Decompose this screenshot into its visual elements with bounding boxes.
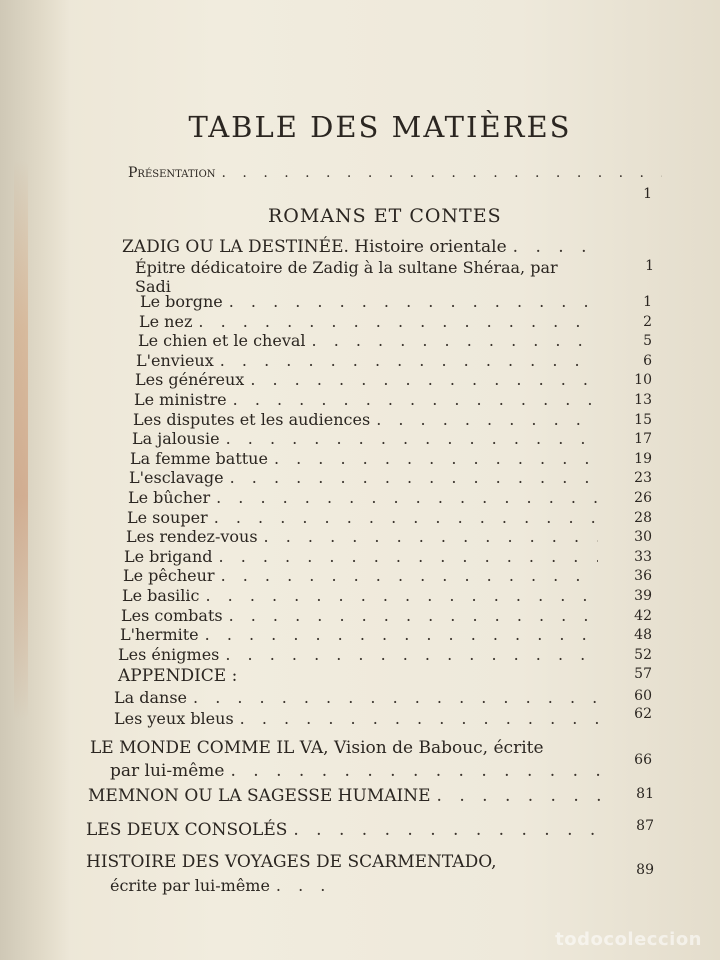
paper-stain	[14, 160, 28, 720]
toc-label: Le chien et le cheval	[138, 331, 306, 350]
toc-appendice	[118, 666, 418, 686]
toc-label: Le borgne	[140, 292, 223, 311]
toc-entry	[114, 688, 614, 707]
toc-entry	[136, 351, 604, 370]
toc-page-number: 33	[634, 549, 652, 565]
toc-leader	[222, 165, 662, 181]
toc-label: La jalousie	[132, 429, 220, 448]
toc-entry	[120, 625, 604, 644]
toc-page-number: 57	[634, 666, 652, 682]
toc-label: L'envieux	[136, 351, 214, 370]
toc-label: L'esclavage	[129, 468, 224, 487]
toc-entry	[126, 527, 604, 546]
toc-label: Le nez	[139, 312, 193, 331]
toc-leader	[240, 709, 608, 728]
toc-page-number: 66	[634, 752, 652, 768]
toc-leader	[220, 351, 598, 370]
toc-leader	[312, 331, 598, 350]
toc-label: La femme battue	[130, 449, 268, 468]
toc-entry	[139, 312, 604, 331]
toc-label: La danse	[114, 688, 188, 707]
toc-leader	[274, 449, 598, 468]
toc-consoles	[86, 820, 612, 840]
toc-leader	[233, 390, 598, 409]
toc-entry	[138, 331, 604, 350]
toc-leader	[264, 527, 598, 546]
toc-leader	[205, 586, 598, 605]
toc-entry	[133, 410, 604, 429]
toc-label: Le brigand	[124, 547, 213, 566]
toc-entry	[121, 606, 604, 625]
toc-page-number: 5	[643, 333, 652, 349]
toc-label: L'hermite	[120, 625, 199, 644]
toc-leader	[219, 547, 598, 566]
toc-label: écrite par lui-même	[110, 876, 270, 895]
toc-leader	[513, 237, 596, 257]
toc-memnon	[88, 786, 612, 806]
toc-leader	[230, 468, 598, 487]
toc-page-number: 19	[634, 451, 652, 467]
toc-label: Les énigmes	[118, 645, 220, 664]
toc-label: Sadi	[135, 277, 171, 296]
toc-page-number: 28	[634, 510, 652, 526]
toc-entry	[127, 508, 604, 527]
toc-label: Le basilic	[122, 586, 200, 605]
toc-entry	[140, 292, 604, 311]
toc-page-number: 52	[634, 647, 652, 663]
toc-leader	[437, 786, 606, 806]
toc-entry	[129, 468, 604, 487]
toc-page-number: 87	[636, 818, 654, 834]
toc-presentation	[128, 165, 668, 181]
toc-entry	[122, 586, 604, 605]
toc-page-number: 1	[645, 258, 654, 274]
toc-leader	[225, 645, 598, 664]
toc-entry	[135, 370, 604, 389]
toc-page-number: 2	[643, 314, 652, 330]
toc-label: ZADIG OU LA DESTINÉE. Histoire orientale	[122, 237, 507, 257]
toc-leader	[250, 370, 598, 389]
toc-monde	[90, 738, 650, 758]
toc-page-number: 1	[643, 186, 652, 202]
toc-label: Les disputes et les audiences	[133, 410, 371, 429]
toc-page-number: 13	[634, 392, 652, 408]
toc-label: par lui-même	[110, 761, 225, 781]
toc-entry	[134, 390, 604, 409]
section-heading: ROMANS ET CONTES	[268, 205, 502, 227]
toc-leader	[229, 292, 598, 311]
toc-label: Les rendez-vous	[126, 527, 258, 546]
toc-entry	[128, 488, 604, 507]
toc-leader	[214, 508, 598, 527]
toc-scarmentado	[86, 852, 646, 872]
toc-page-number: 89	[636, 862, 654, 878]
toc-page-number: 36	[634, 568, 652, 584]
toc-leader	[198, 312, 598, 331]
toc-page-number: 17	[634, 431, 652, 447]
toc-leader	[193, 688, 608, 707]
toc-entry	[114, 709, 614, 728]
toc-label: LES DEUX CONSOLÉS	[86, 820, 288, 840]
toc-label: Les yeux bleus	[114, 709, 234, 728]
toc-page-number: 60	[634, 688, 652, 704]
toc-leader	[230, 761, 604, 781]
toc-page-number: 62	[634, 706, 652, 722]
toc-label: APPENDICE :	[118, 666, 238, 686]
toc-leader	[229, 606, 598, 625]
toc-label: MEMNON OU LA SAGESSE HUMAINE	[88, 786, 431, 806]
toc-label: Épitre dédicatoire de Zadig à la sultane Shéraa, par	[135, 258, 558, 277]
toc-leader	[216, 488, 598, 507]
toc-page-number: 1	[643, 294, 652, 310]
toc-label: LE MONDE COMME IL VA, Vision de Babouc, écrite	[90, 738, 544, 758]
toc-page-number: 10	[634, 372, 652, 388]
toc-page-number: 39	[634, 588, 652, 604]
toc-leader	[376, 410, 598, 429]
toc-label: Les généreux	[135, 370, 245, 389]
toc-entry	[130, 449, 604, 468]
toc-entry	[132, 429, 604, 448]
toc-page-number: 23	[634, 470, 652, 486]
toc-page-number: 42	[634, 608, 652, 624]
page-gutter	[0, 0, 70, 960]
toc-leader	[226, 429, 598, 448]
toc-leader	[276, 876, 324, 895]
toc-page-number: 26	[634, 490, 652, 506]
toc-leader	[293, 820, 606, 840]
toc-entry	[123, 566, 604, 585]
toc-label: Présentation	[128, 165, 216, 181]
toc-label: Le ministre	[134, 390, 227, 409]
toc-epitre	[135, 258, 665, 277]
toc-page-number: 6	[643, 353, 652, 369]
toc-leader	[205, 625, 598, 644]
toc-label: Les combats	[121, 606, 223, 625]
toc-entry	[118, 645, 604, 664]
toc-label: HISTOIRE DES VOYAGES DE SCARMENTADO,	[86, 852, 497, 872]
page-title: TABLE DES MATIÈRES	[188, 110, 572, 144]
toc-entry	[124, 547, 604, 566]
toc-label: Le bûcher	[128, 488, 211, 507]
toc-label: Le pêcheur	[123, 566, 215, 585]
toc-monde-cont	[110, 761, 610, 781]
toc-page-number: 81	[636, 786, 654, 802]
toc-zadig-title	[122, 237, 602, 257]
watermark: todocoleccion	[555, 929, 702, 950]
toc-page-number: 15	[634, 412, 652, 428]
toc-page-number: 30	[634, 529, 652, 545]
toc-scarmentado-cont	[110, 876, 330, 895]
toc-label: Le souper	[127, 508, 208, 527]
toc-page-number: 48	[634, 627, 652, 643]
toc-leader	[221, 566, 598, 585]
